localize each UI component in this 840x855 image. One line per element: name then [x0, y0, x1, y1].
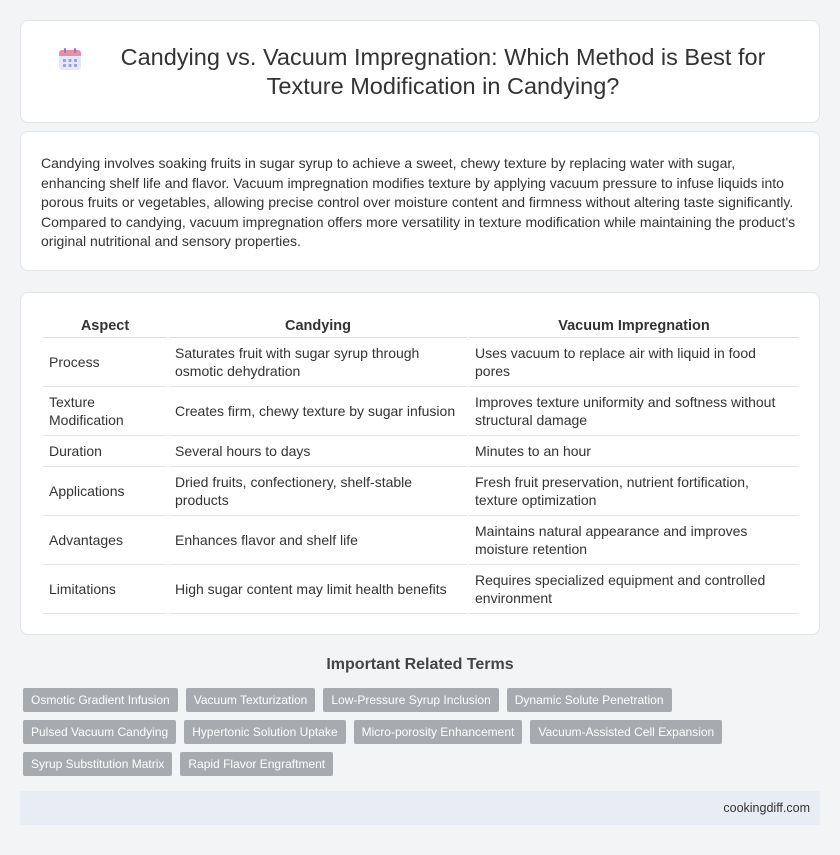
related-term-tag[interactable]: Vacuum-Assisted Cell Expansion — [530, 720, 722, 744]
header-vacuum-impregnation: Vacuum Impregnation — [468, 313, 799, 338]
comparison-card — [20, 292, 820, 635]
table-cell: Uses vacuum to replace air with liquid in food pores — [468, 338, 799, 387]
related-term-tag[interactable]: Syrup Substitution Matrix — [23, 752, 172, 776]
table-cell: Maintains natural appearance and improves moisture retention — [468, 516, 799, 565]
table-cell: Requires specialized equipment and controlled environment — [468, 565, 799, 614]
table-cell: Several hours to days — [168, 436, 468, 467]
page-title: Candying vs. Vacuum Impregnation: Which Method is Best for Texture Modification in Candying? — [120, 43, 766, 99]
related-term-tag[interactable]: Osmotic Gradient Infusion — [23, 688, 178, 712]
table-row — [43, 516, 799, 565]
title-card — [20, 20, 820, 123]
related-term-tag[interactable]: Rapid Flavor Engraftment — [180, 752, 333, 776]
table-row — [43, 565, 799, 614]
table-cell: Process — [43, 338, 168, 387]
related-terms-heading: Important Related Terms — [326, 656, 514, 673]
calendar-icon — [57, 46, 83, 72]
table-row — [43, 467, 799, 516]
intro-paragraph: Candying involves soaking fruits in sugar syrup to achieve a sweet, chewy texture by replacing water with sugar, enhancing shelf life and flavor. Vacuum impregnation modifies texture by applying vacuum pressure to infuse liquids into porous fruits or vegetables, allowing precise control over moisture content and firmness without altering taste significantly. Compared to candying, vacuum impregnation offers more versatility in texture modification while maintaining the product's original nutritional and sensory properties. — [41, 155, 796, 249]
intro-card — [20, 131, 820, 271]
table-cell: Improves texture uniformity and softness without structural damage — [468, 387, 799, 436]
table-row — [43, 338, 799, 387]
tag-row — [23, 688, 823, 712]
header-candying: Candying — [168, 313, 468, 338]
header-aspect: Aspect — [43, 313, 168, 338]
table-cell: Dried fruits, confectionery, shelf-stable products — [168, 467, 468, 516]
table-cell: Saturates fruit with sugar syrup through osmotic dehydration — [168, 338, 468, 387]
footer-site-link[interactable]: cookingdiff.com — [723, 801, 810, 815]
table-cell: Texture Modification — [43, 387, 168, 436]
table-cell: Advantages — [43, 516, 168, 565]
title-wrap — [57, 43, 783, 101]
table-row — [43, 436, 799, 467]
tag-row — [23, 752, 823, 776]
table-cell: Applications — [43, 467, 168, 516]
table-cell: Duration — [43, 436, 168, 467]
comparison-table — [43, 313, 799, 614]
related-term-tag[interactable]: Micro-porosity Enhancement — [354, 720, 523, 744]
tag-row — [23, 720, 823, 744]
table-cell: High sugar content may limit health benefits — [168, 565, 468, 614]
table-cell: Enhances flavor and shelf life — [168, 516, 468, 565]
related-term-tag[interactable]: Low-Pressure Syrup Inclusion — [323, 688, 498, 712]
footer — [20, 791, 820, 825]
related-term-tag[interactable]: Vacuum Texturization — [186, 688, 316, 712]
table-cell: Fresh fruit preservation, nutrient fortification, texture optimization — [468, 467, 799, 516]
table-row — [43, 387, 799, 436]
table-cell: Limitations — [43, 565, 168, 614]
table-cell: Creates firm, chewy texture by sugar infusion — [168, 387, 468, 436]
table-cell: Minutes to an hour — [468, 436, 799, 467]
related-term-tag[interactable]: Dynamic Solute Penetration — [507, 688, 672, 712]
related-term-tag[interactable]: Pulsed Vacuum Candying — [23, 720, 176, 744]
table-header-row — [43, 313, 799, 338]
related-term-tag[interactable]: Hypertonic Solution Uptake — [184, 720, 345, 744]
related-terms-tags — [23, 688, 823, 784]
